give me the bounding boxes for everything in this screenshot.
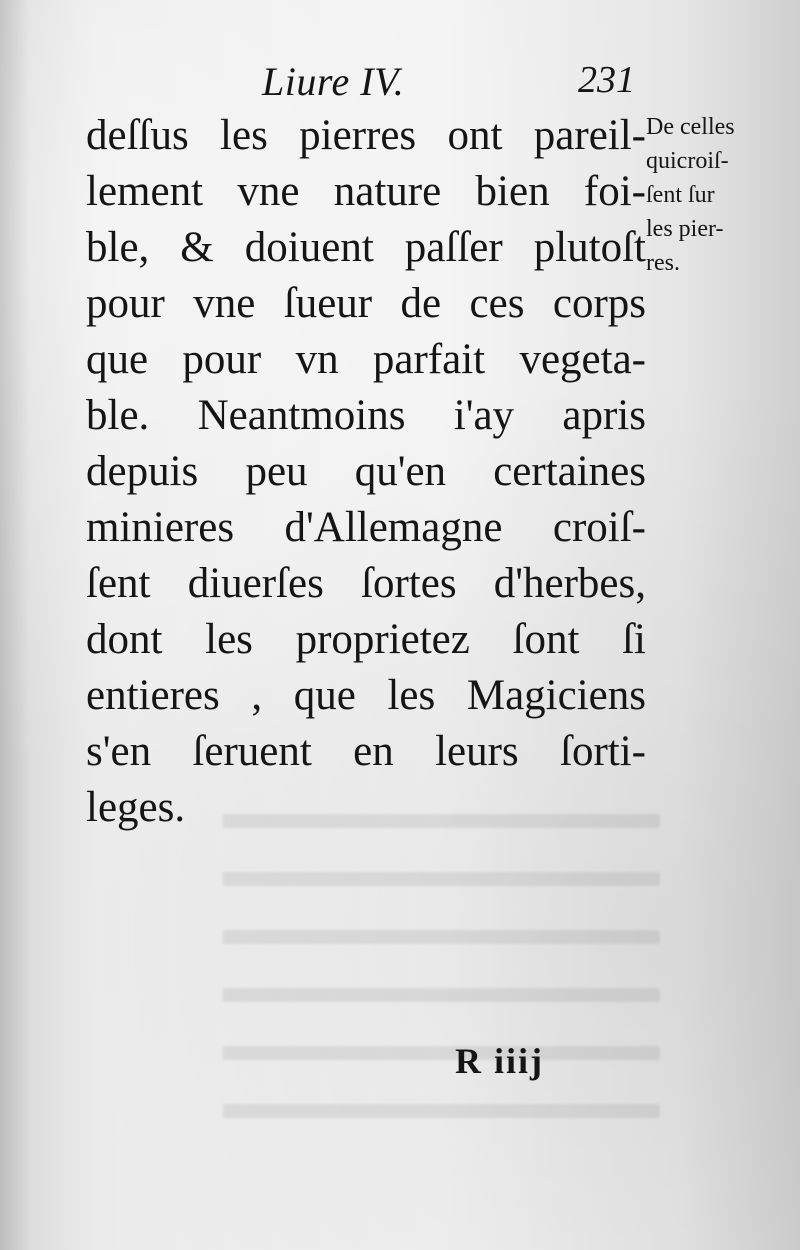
text-line: lement vne nature bien foi-: [86, 168, 646, 215]
text-line: leges.: [86, 784, 186, 831]
running-title: Liure IV.: [262, 59, 405, 104]
marginal-note-line: les pier-: [646, 216, 724, 242]
text-line: pour vne ſueur de ces corps: [86, 280, 646, 327]
page-number: 231: [578, 59, 635, 101]
text-line: entieres , que les Magiciens: [86, 672, 646, 719]
marginal-note-line: res.: [646, 250, 680, 276]
text-line: depuis peu qu'en certaines: [86, 448, 646, 495]
marginal-note: [646, 110, 796, 280]
marginal-note-line: De celles: [646, 114, 735, 140]
text-line: ble. Neantmoins i'ay apris: [86, 392, 646, 439]
text-line: ſent diuerſes ſortes d'herbes,: [86, 560, 646, 607]
gutter-shadow: [0, 0, 30, 1250]
text-line: deſſus les pierres ont pareil-: [86, 112, 646, 159]
page-header: [0, 48, 800, 108]
text-line: que pour vn parfait vegeta-: [86, 336, 646, 383]
marginal-note-line: quicroiſ-: [646, 148, 729, 174]
signature-mark: R iiij: [455, 1041, 544, 1081]
text-line: s'en ſeruent en leurs ſorti-: [86, 728, 646, 775]
text-line: ble, & doiuent paſſer plutoſt: [86, 224, 646, 271]
text-line: dont les proprietez ſont ſi: [86, 616, 646, 663]
text-line: minieres d'Allemagne croiſ-: [86, 504, 646, 551]
marginal-note-line: ſent ſur: [646, 182, 715, 208]
body-text: [86, 108, 646, 836]
